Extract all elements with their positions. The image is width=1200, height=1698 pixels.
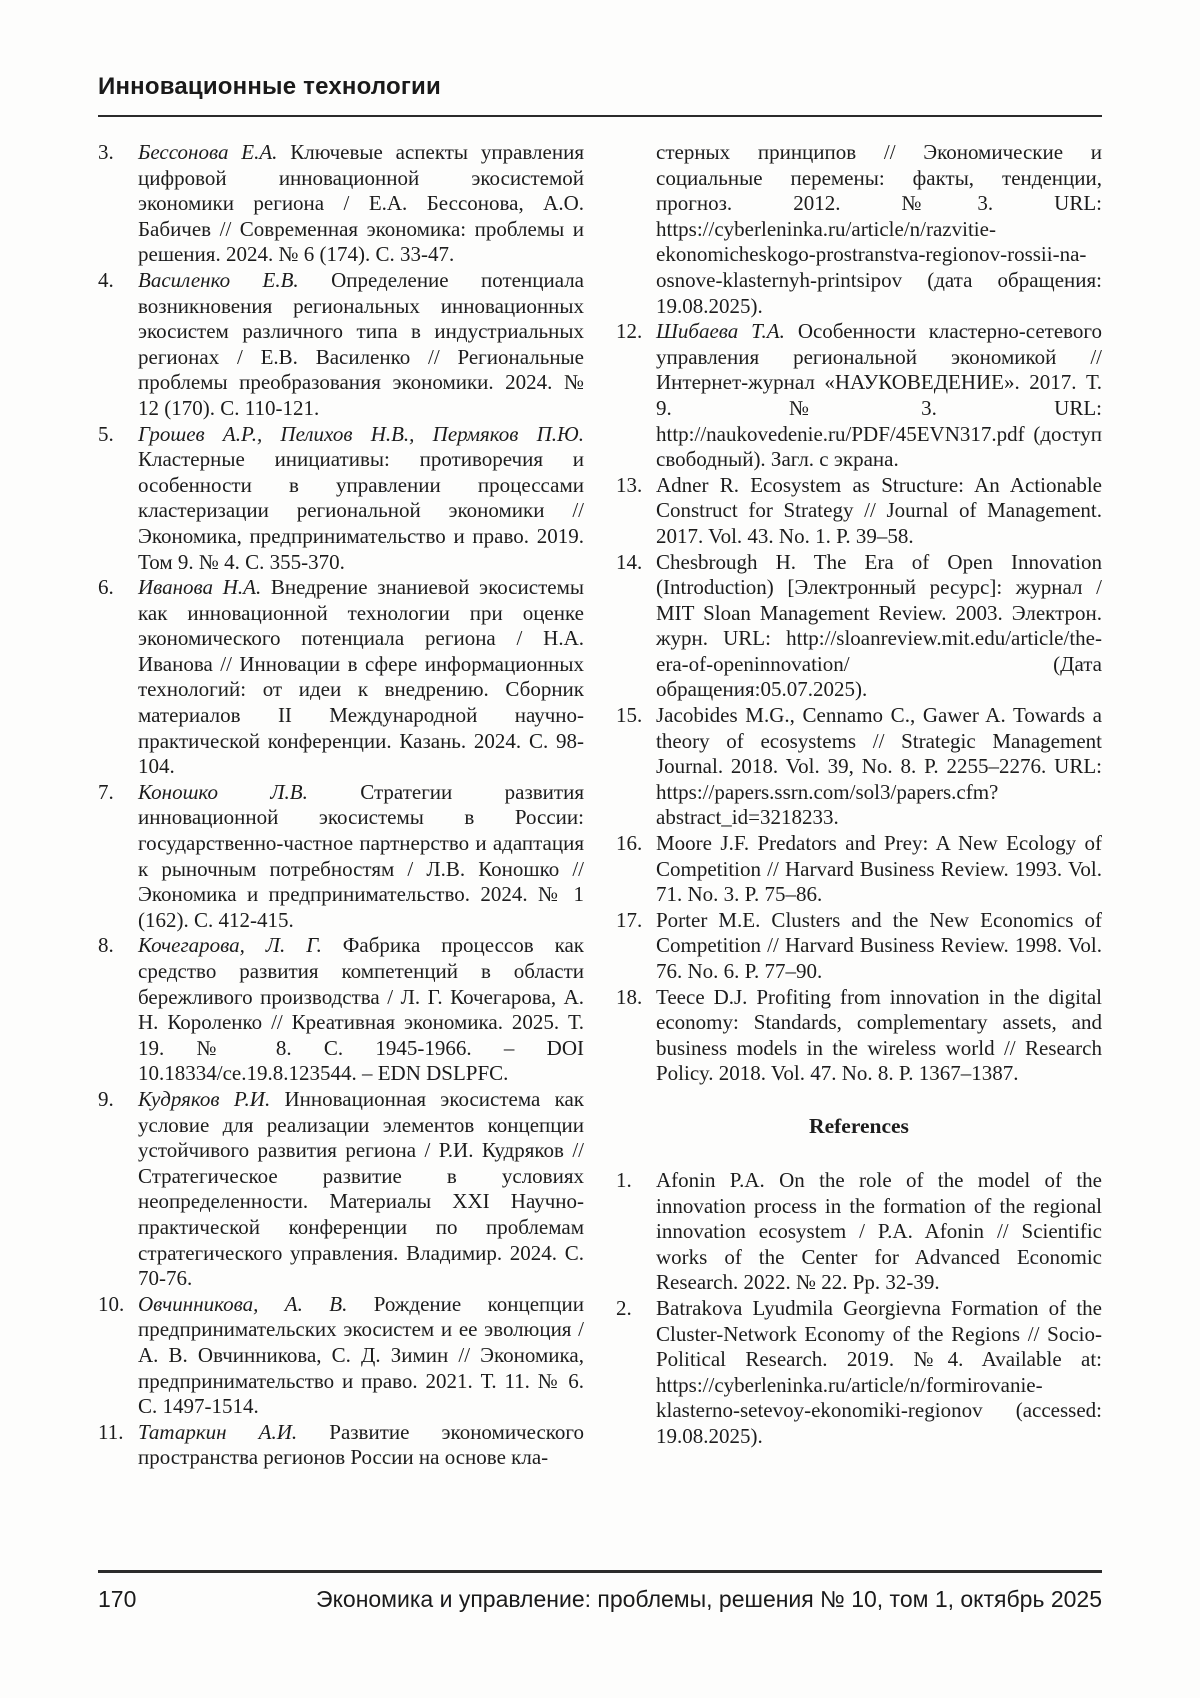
- reference-number: 16.: [616, 831, 643, 856]
- reference-body: [138, 575, 584, 778]
- references-list-right: [616, 140, 1102, 1087]
- reference-number: 8.: [98, 933, 114, 958]
- reference-author: Бессонова Е.А.: [138, 140, 278, 164]
- reference-text: Особенности кластерно-сетевого управления региональной экономикой // Интернет-журнал «НАУКОВЕДЕНИЕ». 2017. Т. 9. №3. URL: http://naukovedenie.ru/PDF/45EVN317.pdf (доступ свободный). Загл. с экрана.: [656, 319, 1103, 472]
- reference-text: Инновационная экосистема как условие для реализации элементов концепции устойчивого развития региона / Р.И. Кудряков // Стратегическое развитие в условиях неопределенности. Материалы XXI Научно-практической конференции по проблемам стратегического управления. Владимир. 2024. С. 70-76.: [138, 1086, 584, 1291]
- reference-number: 2.: [616, 1295, 632, 1320]
- reference-text: Batrakova Lyudmila Georgievna Formation of the Cluster-Network Economy of the Regions // Socio-Political Research. 2019. №4. Available at: https://cyberleninka.ru/article/n/formirovanie-klasterno-setevoy-ekonomiki-regionov (accessed: 19.08.2025).: [656, 1295, 1102, 1448]
- reference-item: [616, 1296, 1102, 1450]
- reference-body: [656, 831, 1102, 906]
- footer-line: [98, 1586, 1102, 1613]
- reference-number: 15.: [616, 703, 643, 728]
- reference-text: Afonin P.A. On the role of the model of the innovation process in the formation of the regional innovation ecosystem / P.A. Afonin // Scientific works of the Center for Advanced Economic Research. 2022. № 22. Pp. 32-39.: [656, 1167, 1102, 1295]
- reference-item: [616, 908, 1102, 985]
- reference-item: [98, 1087, 584, 1292]
- reference-body: [656, 550, 1102, 702]
- reference-body: [138, 933, 584, 1085]
- reference-text: Внедрение знаниевой экосистемы как инновационной технологии при оценке экономического потенциала региона / Н.А. Иванова // Инновации в сфере информационных технологий: от идеи к внедрению. Сборник материалов II Международной научно-практической конференции. Казань. 2024. С. 98-104.: [138, 575, 585, 779]
- reference-number: 5.: [98, 421, 114, 446]
- reference-number: 3.: [98, 140, 114, 164]
- reference-text: Фабрика процессов как средство развития компетенций в области бережливого производства / Л. Г. Кочегарова, А. Н. Короленко // Креативная экономика. 2025. Т. 19. № 8. С. 1945-1966. – DOI 10.18334/ce.19.8.123544. – EDN DSLPFC.: [138, 933, 585, 1086]
- reference-author: Овчинникова, А. В.: [138, 1291, 348, 1316]
- references-heading: References: [809, 1113, 909, 1138]
- reference-item: [98, 780, 584, 934]
- reference-number: 17.: [616, 907, 643, 932]
- reference-text: Adner R. Ecosystem as Structure: An Actionable Construct for Strategy // Journal of Management. 2017. Vol. 43. No. 1. P. 39–58.: [656, 472, 1102, 548]
- reference-number: 9.: [98, 1086, 114, 1111]
- footer-rule: [98, 1570, 1102, 1573]
- reference-item: [98, 1420, 584, 1471]
- reference-item: [616, 985, 1102, 1087]
- reference-text: Стратегии развития инновационной экосистемы в России: государственно-частное партнерство и адаптация к рыночным потребностям / Л.В. Коношко // Экономика и предпринимательство. 2024. № 1 (162). С. 412-415.: [138, 779, 584, 932]
- reference-body: [138, 140, 584, 266]
- reference-item: [616, 831, 1102, 908]
- references-area: [98, 140, 1102, 1471]
- reference-item: [98, 575, 584, 780]
- reference-item: [98, 933, 584, 1087]
- reference-item: [616, 703, 1102, 831]
- reference-number: 18.: [616, 984, 643, 1009]
- reference-text: Развитие экономического пространства регионов России на основе кла-: [138, 1419, 585, 1470]
- reference-author: Шибаева Т.А.: [656, 319, 785, 344]
- reference-number: 13.: [616, 472, 643, 497]
- reference-number: 6.: [98, 575, 114, 600]
- reference-text: Ключевые аспекты управления цифровой инновационной экосистемой экономики региона / Е.А. Бессонова, А.О. Бабичев // Современная экономика: проблемы и решения. 2024. № 6 (174). С. 33-47.: [138, 140, 584, 267]
- reference-text: Определение потенциала возникновения региональных инновационных экосистем различного типа в индустриальных регионах / Е.В. Василенко // Региональные проблемы преобразования экономики. 2024. № 12 (170). С. 110-121.: [138, 267, 584, 420]
- reference-number: 7.: [98, 779, 114, 804]
- reference-text: Chesbrough H. The Era of Open Innovation (Introduction) [Электронный ресурс]: журнал / MIT Sloan Management Review. 2003. Электрон. журн. URL: http://sloanreview.mit.edu/article/the-era-of-openinnovation/ (Дата обращения:05.07.2025).: [656, 549, 1102, 702]
- page-footer: [98, 1570, 1102, 1613]
- reference-text: Moore J.F. Predators and Prey: A New Ecology of Competition // Harvard Business Review. 1993. Vol. 71. No. 3. P. 75–86.: [656, 831, 1102, 907]
- reference-body: [656, 908, 1102, 983]
- reference-item: [616, 473, 1102, 550]
- reference-text: Teece D.J. Profiting from innovation in the digital economy: Standards, complementary assets, and business models in the wireless world // Research Policy. 2018. Vol. 47. No. 8. P. 1367–1387.: [656, 984, 1102, 1086]
- page-header: [98, 74, 1102, 117]
- section-title: Инновационные технологии: [98, 73, 441, 100]
- reference-item: [616, 319, 1102, 473]
- references-column-left: [98, 140, 584, 1471]
- reference-item: [98, 268, 584, 422]
- reference-body: [656, 1168, 1102, 1294]
- reference-text: Кластерные инициативы: противоречия и особенности в управлении процессами кластеризации региональной экономики // Экономика, предпринимательство и право. 2019. Том 9. № 4. С. 355-370.: [138, 447, 584, 574]
- reference-item: [98, 140, 584, 268]
- reference-body: [138, 1292, 584, 1418]
- reference-author: Кудряков Р.И.: [138, 1086, 271, 1111]
- journal-title: Экономика и управление: проблемы, решения № 10, том 1, октябрь 2025: [316, 1586, 1102, 1612]
- reference-author: Коношко Л.В.: [138, 779, 308, 804]
- reference-number: 1.: [616, 1167, 632, 1192]
- references-column-right: [616, 140, 1102, 1471]
- reference-item: [616, 1168, 1102, 1296]
- reference-body: [656, 473, 1102, 548]
- reference-item: [616, 550, 1102, 704]
- reference-author: Василенко Е.В.: [138, 267, 299, 292]
- reference-item: [98, 422, 584, 576]
- reference-body: [138, 1420, 584, 1470]
- reference-body: [656, 703, 1102, 829]
- page-number: 170: [98, 1586, 137, 1612]
- reference-number: 14.: [616, 549, 643, 574]
- reference-text: Jacobides M.G., Cennamo C., Gawer A. Towards a theory of ecosystems // Strategic Management Journal. 2018. Vol. 39, No. 8. P. 2255–2276. URL: https://papers.ssrn.com/sol3/papers.cfm?abstract_id=3218233.: [656, 703, 1102, 830]
- reference-author: Кочегарова, Л. Г.: [138, 933, 322, 958]
- reference-body: [138, 780, 584, 932]
- header-rule: [98, 115, 1102, 117]
- reference-number: 4.: [98, 267, 114, 292]
- references-list-english: [616, 1168, 1102, 1450]
- reference-number: 11.: [98, 1419, 124, 1444]
- reference-number: 10.: [98, 1291, 125, 1316]
- reference-body: [138, 1087, 584, 1290]
- reference-text: Рождение концепции предпринимательских экосистем и ее эволюция / А. В. Овчинникова, С. Д. Зимин // Экономика, предпринимательство и право. 2021. Т. 11. № 6. С. 1497-1514.: [138, 1291, 584, 1419]
- reference-item: [616, 140, 1102, 319]
- reference-item: [98, 1292, 584, 1420]
- reference-body: [656, 985, 1102, 1086]
- reference-body: [138, 268, 584, 420]
- reference-body: [656, 1296, 1102, 1448]
- reference-body: [656, 319, 1102, 471]
- reference-author: Татаркин А.И.: [138, 1419, 298, 1444]
- reference-text: стерных принципов // Экономические и социальные перемены: факты, тенденции, прогноз. 2012. №3. URL: https://cyberleninka.ru/article/n/razvitie-ekonomicheskogo-prostranstva-regionov-rossii-na-osnove-klasternyh-printsipov (дата обращения: 19.08.2025).: [656, 140, 1102, 318]
- reference-body: [138, 422, 584, 574]
- reference-author: Иванова Н.А.: [138, 575, 262, 600]
- reference-author: Грошев А.Р., Пелихов Н.В., Пермяков П.Ю.: [138, 421, 584, 446]
- reference-body: [656, 140, 1102, 318]
- reference-number: 12.: [616, 319, 643, 344]
- reference-text: Porter M.E. Clusters and the New Economics of Competition // Harvard Business Review. 1998. Vol. 76. No. 6. P. 77–90.: [656, 907, 1102, 983]
